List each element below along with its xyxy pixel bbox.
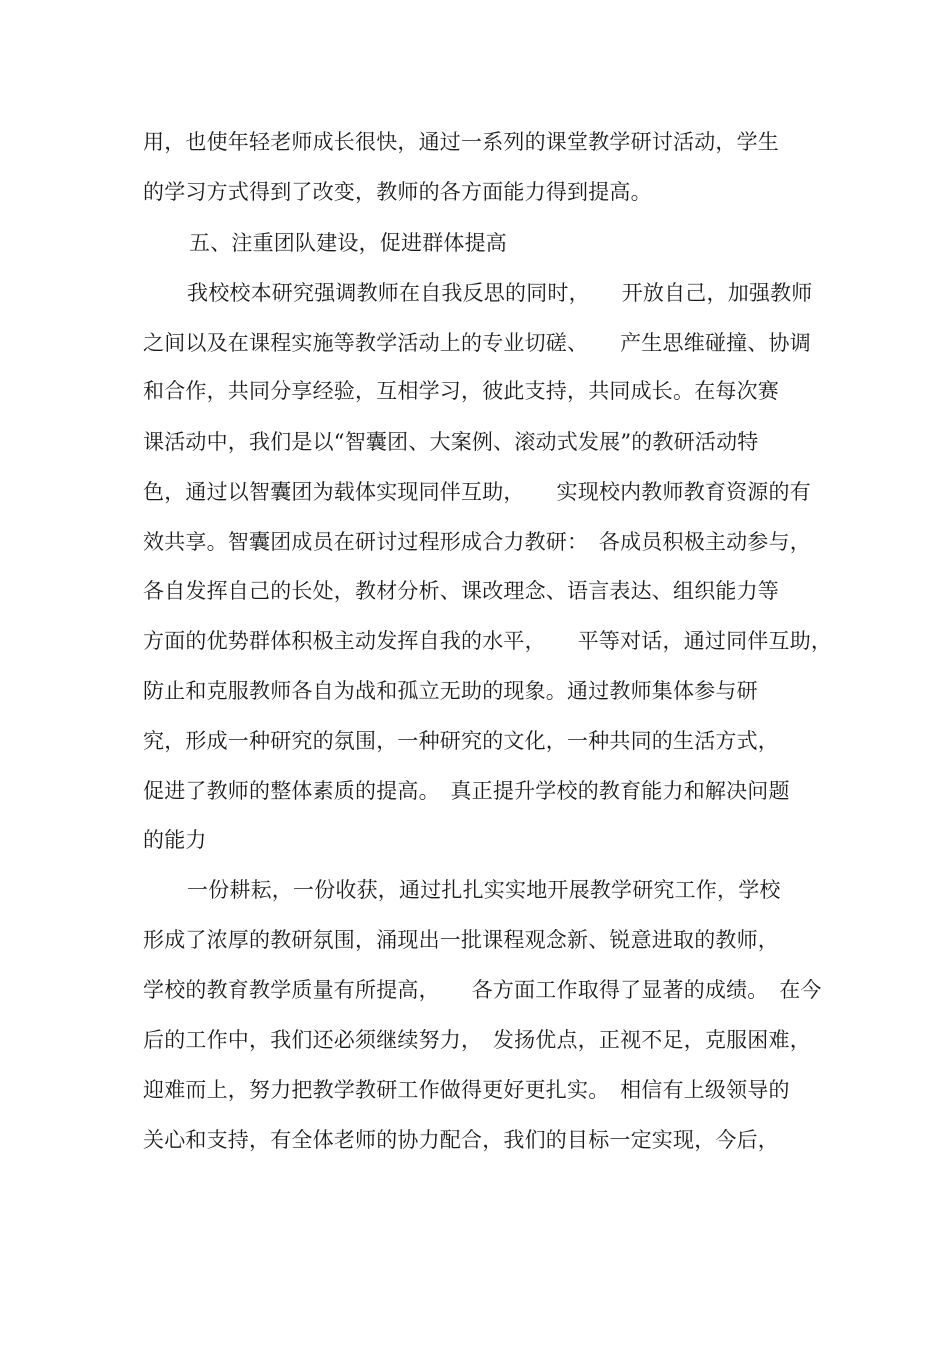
- paragraph-first-line: 我校校本研究强调教师在自我反思的同时， 开放自己，加强教师: [187, 281, 813, 305]
- text-line: 效共享。智囊团成员在研讨过程形成合力教研： 各成员积极主动参与，: [143, 530, 811, 554]
- text-line: 和合作，共同分享经验，互相学习，彼此支持，共同成长。在每次赛: [143, 379, 779, 403]
- text-line: 之间以及在课程实施等教学活动上的专业切磋、 产生思维碰撞、协调: [143, 331, 811, 355]
- text-line: 关心和支持，有全体老师的协力配合，我们的目标一定实现，今后，: [143, 1128, 779, 1152]
- text-line: 色，通过以智囊团为载体实现同伴互助， 实现校内教师教育资源的有: [143, 480, 811, 504]
- text-line: 防止和克服教师各自为战和孤立无助的现象。通过教师集体参与研: [143, 679, 758, 703]
- text-line: 后的工作中，我们还必须继续努力， 发扬优点，正视不足，克服困难，: [143, 1028, 811, 1052]
- text-line: 促进了教师的整体素质的提高。 真正提升学校的教育能力和解决问题: [143, 779, 790, 803]
- text-line: 课活动中，我们是以“智囊团、大案例、滚动式发展”的教研活动特: [143, 430, 759, 454]
- text-line: 的能力: [143, 828, 207, 852]
- text-line: 方面的优势群体积极主动发挥自我的水平， 平等对话，通过同伴互助，: [143, 629, 833, 653]
- text-line: 的学习方式得到了改变，教师的各方面能力得到提高。: [143, 180, 652, 204]
- section-heading: 五、注重团队建设，促进群体提高: [189, 231, 507, 255]
- paragraph-first-line: 一份耕耘，一份收获，通过扎扎实实地开展教学研究工作，学校: [187, 878, 781, 902]
- text-line: 各自发挥自己的长处，教材分析、课改理念、语言表达、组织能力等: [143, 579, 779, 603]
- text-line: 用，也使年轻老师成长很快，通过一系列的课堂教学研讨活动，学生: [143, 130, 779, 154]
- text-line: 迎难而上，努力把教学教研工作做得更好更扎实。 相信有上级领导的: [143, 1078, 790, 1102]
- text-line: 形成了浓厚的教研氛围，涌现出一批课程观念新、锐意进取的教师，: [143, 928, 779, 952]
- text-line: 究，形成一种研究的氛围，一种研究的文化，一种共同的生活方式，: [143, 729, 779, 753]
- text-line: 学校的教育教学质量有所提高， 各方面工作取得了显著的成绩。 在今: [143, 978, 822, 1002]
